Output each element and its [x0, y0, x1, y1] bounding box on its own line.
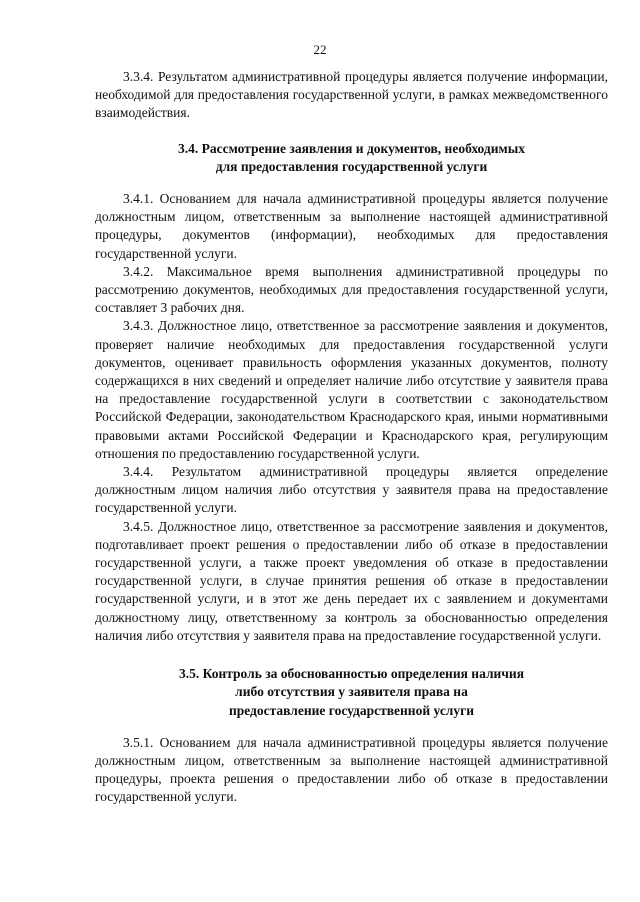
section-heading-3-4-line-2: для предоставления государственной услуги	[215, 158, 488, 174]
spacer	[95, 720, 608, 734]
paragraph-3-4-3: 3.4.3. Должностное лицо, ответственное за рассмотрение заявления и документов, проверяет наличие необходимых для предоставления государственной услуги документов, оценивает правильность оформления указанных документов, полноту содержащихся в них сведений и определяет наличие либо отсутствие у заявителя права на предоставление государственной услуги в соответствии с законодательством Российской Федерации, законодательством Краснодарского края, иными нормативными правовыми актами Российской Федерации и Краснодарского края, регулирующим отношения по предоставлению государственной услуги.	[95, 318, 608, 461]
section-heading-3-5-line-1: 3.5. Контроль за обоснованностью определения наличия	[178, 666, 524, 682]
paragraph-3-3-4: 3.3.4. Результатом административной процедуры является получение информации, необходимой для предоставления государственной услуги, в рамках межведомственного взаимодействия.	[95, 69, 608, 121]
document-body	[95, 68, 608, 807]
paragraph-3-5-1: 3.5.1. Основанием для начала административной процедуры является получение должностным лицом, ответственным за выполнение настоящей административной процедуры, проекта решения о предоставлении либо об отказе в предоставлении государственной услуги.	[95, 734, 608, 805]
section-heading-3-5-line-2: либо отсутствия у заявителя права на	[235, 684, 468, 700]
section-heading-3-4	[95, 140, 608, 176]
spacer	[95, 176, 608, 190]
page-number: 22	[313, 42, 327, 57]
spacer	[95, 123, 608, 140]
paragraph-3-4-1: 3.4.1. Основанием для начала административной процедуры является получение должностным лицом, ответственным за выполнение настоящей административной процедуры, документов (информации), необходимых для предоставления государственной услуги.	[95, 191, 608, 261]
section-heading-3-5-line-3: предоставление государственной услуги	[228, 702, 475, 718]
paragraph-3-4-2: 3.4.2. Максимальное время выполнения административной процедуры по рассмотрению документов, необходимых для предоставления государственной услуги, составляет 3 рабочих дня.	[95, 263, 608, 316]
paragraph-3-4-4: 3.4.4. Результатом административной процедуры является определение должностным лицом наличия либо отсутствия у заявителя права на предоставление государственной услуги.	[95, 464, 608, 516]
section-heading-3-5	[95, 665, 608, 720]
paragraph-3-4-5: 3.4.5. Должностное лицо, ответственное за рассмотрение заявления и документов, подготавливает проект решения о предоставлении либо об отказе в предоставлении государственной услуги, а также проект уведомления об отказе в предоставлении государственной услуги, в случае принятия решения об отказе в предоставлении государственной услуги, и в этот же день передает их с заявлением и документами должностному лицу, ответственному за контроль за обоснованностью определения наличия либо отсутствия у заявителя права на предоставление государственной услуги.	[95, 518, 608, 643]
spacer	[95, 645, 608, 665]
section-heading-3-4-line-1: 3.4. Рассмотрение заявления и документов, необходимых	[177, 140, 526, 156]
